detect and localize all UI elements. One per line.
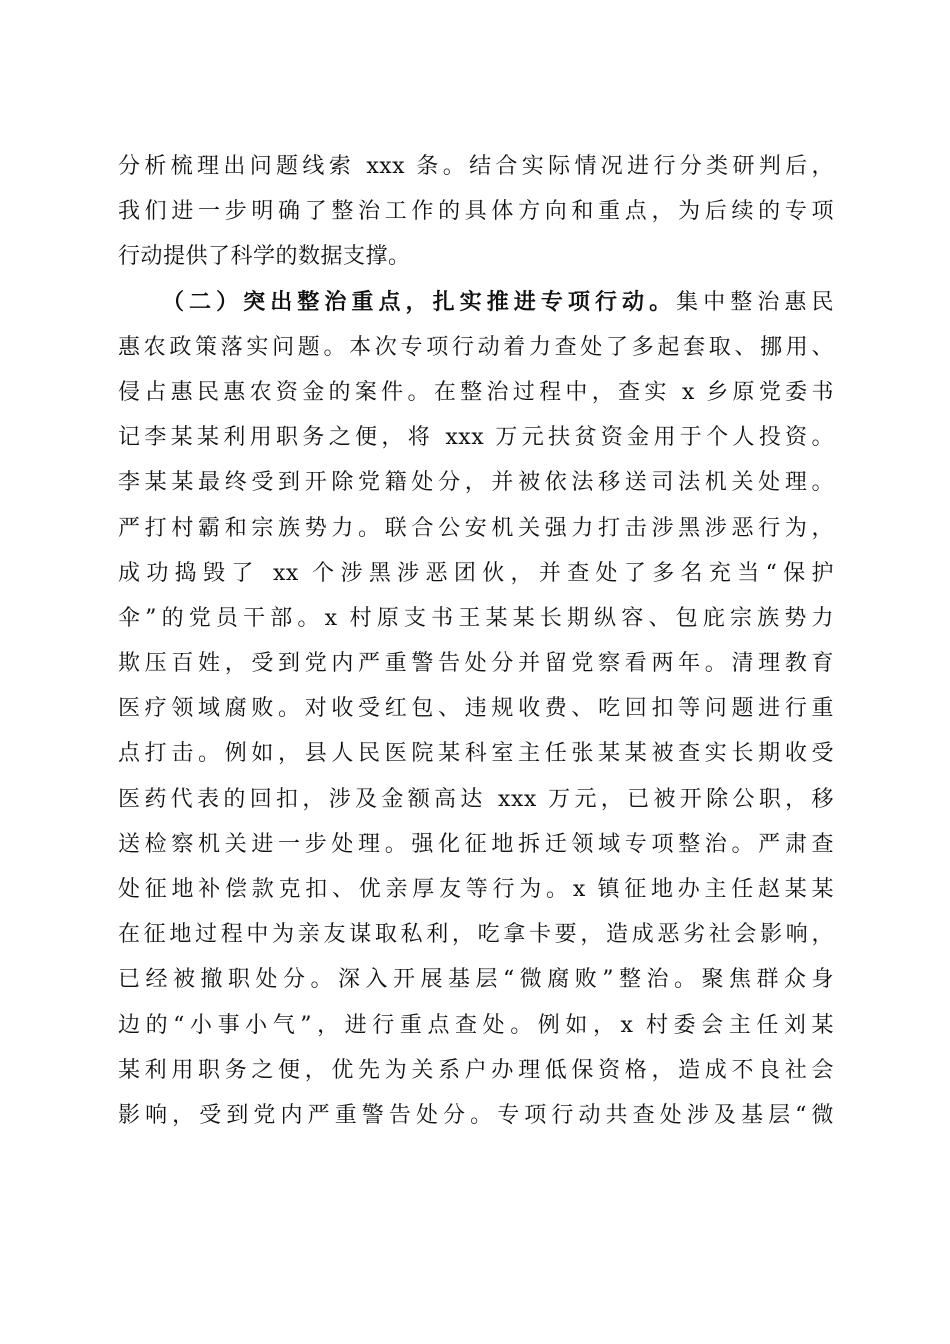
text-line: 医药代表的回扣，涉及金额高达 xxx 万元，已被开除公职，移 <box>118 786 834 812</box>
text-line: 李某某最终受到开除党籍处分，并被依法移送司法机关处理。 <box>118 470 834 496</box>
text-line: 记李某某利用职务之便，将 xxx 万元扶贫资金用于个人投资。 <box>118 425 834 451</box>
text-line: 分析梳理出问题线索 xxx 条。结合实际情况进行分类研判后， <box>118 154 834 179</box>
text-line: 处征地补偿款克扣、优亲厚友等行为。x 镇征地办主任赵某某 <box>118 877 834 902</box>
text-line: 欺压百姓，受到党内严重警告处分并留党察看两年。清理教育 <box>118 651 834 677</box>
text-line: 边的“小事小气”，进行重点查处。例如，x 村委会主任刘某 <box>118 1012 834 1038</box>
text-line: 惠农政策落实问题。本次专项行动着力查处了多起套取、挪用、 <box>118 334 834 360</box>
body-text <box>118 144 834 1138</box>
text-line: 成功捣毁了 xx 个涉黑涉恶团伙，并查处了多名充当“保护 <box>118 560 834 586</box>
text-line: 医疗领域腐败。对收受红包、违规收费、吃回扣等问题进行重 <box>118 696 834 722</box>
text-line: 侵占惠民惠农资金的案件。在整治过程中，查实 x 乡原党委书 <box>118 379 834 405</box>
text-line: 在征地过程中为亲友谋取私利，吃拿卡要，造成恶劣社会影响， <box>118 922 834 948</box>
text-line: 某利用职务之便，优先为关系户办理低保资格，造成不良社会 <box>118 1057 834 1083</box>
text-line: 影响，受到党内严重警告处分。专项行动共查处涉及基层“微 <box>118 1102 834 1128</box>
section-heading: （二）突出整治重点，扎实推进专项行动。 <box>162 288 677 315</box>
text-line: 伞”的党员干部。x 村原支书王某某长期纵容、包庇宗族势力 <box>118 605 834 631</box>
text-line: 点打击。例如，县人民医院某科室主任张某某被查实长期收受 <box>118 741 834 767</box>
text-line: 严打村霸和宗族势力。联合公安机关强力打击涉黑涉恶行为， <box>118 515 834 541</box>
text-line: 我们进一步明确了整治工作的具体方向和重点，为后续的专项 <box>118 199 834 225</box>
text-line: 行动提供了科学的数据支撑。 <box>118 244 411 270</box>
text-line: 已经被撤职处分。深入开展基层“微腐败”整治。聚焦群众身 <box>118 967 834 993</box>
text-line: 送检察机关进一步处理。强化征地拆迁领域专项整治。严肃查 <box>118 831 834 857</box>
section-heading-line <box>118 280 834 325</box>
text-run: 集中整治惠民 <box>676 289 834 315</box>
